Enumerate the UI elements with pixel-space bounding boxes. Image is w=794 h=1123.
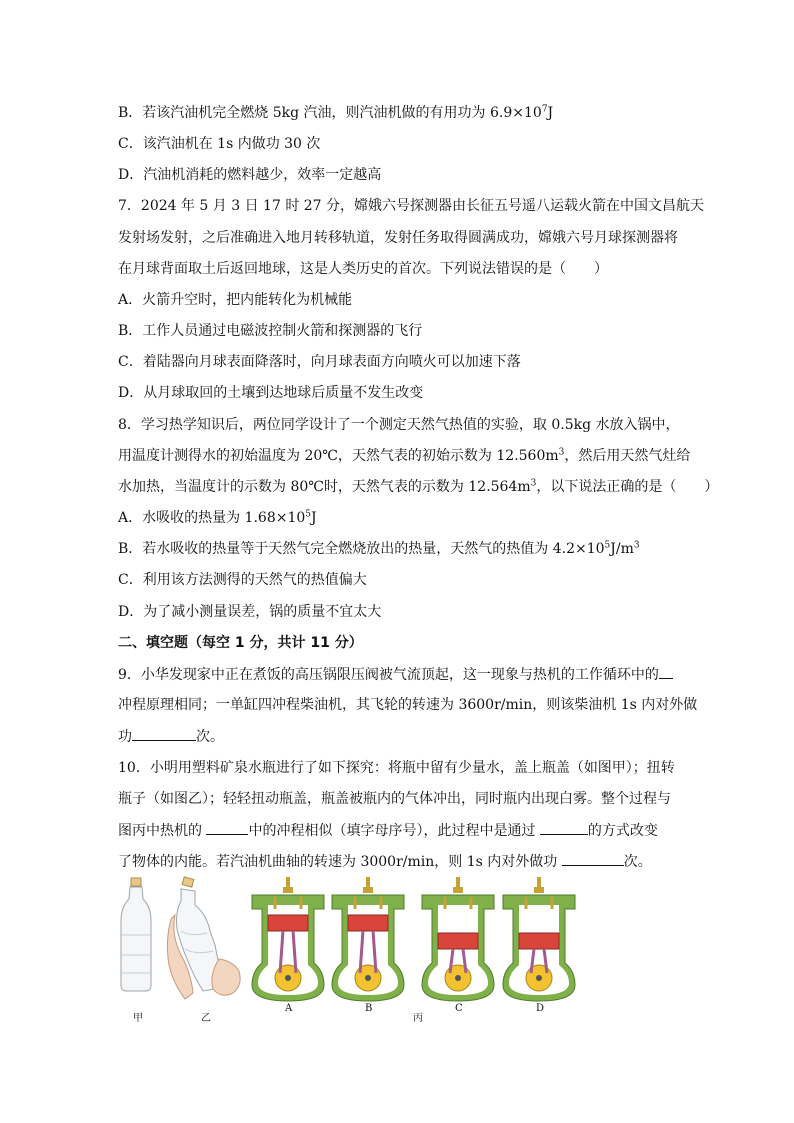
engine-label-d: D: [536, 1003, 545, 1014]
engine-b-icon: [332, 877, 404, 1001]
q8-line3-tail: ，以下说法正确的是（ ）: [536, 479, 719, 495]
engine-label-c: C: [455, 1003, 463, 1014]
q8-line2-text: 用温度计测得水的初始温度为 20℃，天然气表的初始示数为 12.560m: [118, 448, 559, 464]
q6b-exponent: 7: [541, 104, 548, 115]
twisted-bottle-yi-icon: [167, 877, 240, 999]
q8b-text: B．若水吸收的热量等于天然气完全燃烧放出的热量，天然气的热值为 4.2×10: [118, 541, 605, 557]
q9-line3-text: 功: [118, 729, 132, 745]
q7-stem-line3: 在月球背面取土后返回地球，这是人类历史的首次。下列说法错误的是（ ）: [118, 261, 608, 277]
q9-stem-line2: 冲程原理相同；一单缸四冲程柴油机，其飞轮的转速为 3600r/min，则该柴油机 1s 内对外做: [118, 697, 698, 713]
q7-stem-line1: 7．2024 年 5 月 3 日 17 时 27 分，嫦娥六号探测器由长征五号遥八运载火箭在中国文昌航天: [118, 198, 705, 214]
q10-blank-2[interactable]: [540, 820, 588, 835]
q8a-unit: J: [311, 510, 317, 526]
engine-d-icon: [503, 877, 575, 1001]
q8a-text: A．水吸收的热量为 1.68×10: [118, 510, 306, 526]
q7-stem-line2: 发射场发射，之后准确进入地月转移轨道，发射任务取得圆满成功，嫦娥六号月球探测器将: [118, 230, 678, 246]
q6b-unit: J: [547, 105, 554, 121]
q10-stem-line1: 10．小明用塑料矿泉水瓶进行了如下探究：将瓶中留有少量水，盖上瓶盖（如图甲）；扭转: [118, 760, 675, 776]
q8b-exponent1: 5: [604, 540, 611, 551]
q9-line3-tail: 次。: [196, 729, 224, 745]
q10-blank-1[interactable]: [206, 820, 248, 835]
q10-line4-tail: 次。: [623, 854, 652, 870]
q10-stem-line2: 瓶子（如图乙）；轻轻扭动瓶盖，瓶盖被瓶内的气体冲出，同时瓶内出现白雾。整个过程与: [118, 791, 671, 807]
q8-stem-line3: [118, 477, 718, 497]
q9-blank-1[interactable]: [659, 664, 673, 679]
q7-option-d: D．从月球取回的土壤到达地球后质量不发生改变: [118, 385, 424, 401]
q8-line3-exponent: 3: [530, 478, 537, 489]
q7-option-b: B．工作人员通过电磁波控制火箭和探测器的飞行: [118, 323, 423, 339]
q8-option-b: [118, 539, 640, 559]
engine-label-b: B: [365, 1003, 373, 1014]
q8-option-a: [118, 508, 317, 528]
q9-stem-line3: [118, 726, 224, 747]
q10-stem-line3: [118, 820, 658, 841]
q10-line3-tail: 的方式改变: [587, 823, 658, 839]
engine-c-icon: [422, 877, 494, 1001]
figure-label-yi: 乙: [201, 1013, 211, 1024]
q9-line1-text: 9．小华发现家中正在煮饭的高压锅限压阀被气流顶起，这一现象与热机的工作循环中的: [118, 667, 659, 683]
engines-group-bing: [252, 877, 575, 1001]
q9-stem-line1: [118, 664, 673, 685]
q10-line4-text: 了物体的内能。若汽油机曲轴的转速为 3000r/min，则 1s 内对外做功: [118, 854, 562, 870]
q6-option-b: [118, 103, 553, 123]
q8-option-c: C．利用该方法测得的天然气的热值偏大: [118, 572, 367, 588]
q8-stem-line1: 8．学习热学知识后，两位同学设计了一个测定天然气热值的实验，取 0.5kg 水放入锅中，: [118, 417, 680, 433]
figure-drawing: [115, 875, 585, 1025]
q8b-unit: J/m: [610, 541, 634, 557]
section-heading-fill-blank: 二、填空题（每空 1 分，共计 11 分）: [118, 635, 363, 651]
bottle-jia-icon: [121, 878, 151, 991]
q9-blank-2[interactable]: [132, 726, 196, 741]
q6-option-d: D．汽油机消耗的燃料越少，效率一定越高: [118, 167, 382, 183]
q8b-exponent2: 3: [633, 540, 640, 551]
q10-blank-3[interactable]: [562, 851, 624, 866]
q6-option-c: C．该汽油机在 1s 内做功 30 次: [118, 136, 321, 152]
q8-line2-tail: ，然后用天然气灶给: [564, 448, 691, 464]
figure-label-bing: 丙: [413, 1013, 423, 1024]
engine-label-a: A: [285, 1003, 293, 1014]
q6b-text: B．若该汽油机完全燃烧 5kg 汽油，则汽油机做的有用功为 6.9×10: [118, 105, 542, 121]
engine-a-icon: [252, 877, 324, 1001]
q10-line3-mid: 中的冲程相似（填字母序号），此过程中是通过: [248, 823, 540, 839]
q10-stem-line4: [118, 851, 652, 872]
q7-option-a: A．火箭升空时，把内能转化为机械能: [118, 292, 353, 308]
q8-line2-exponent: 3: [558, 447, 565, 458]
q8-line3-text: 水加热，当温度计的示数为 80℃时，天然气表的示数为 12.564m: [118, 479, 531, 495]
q10-line3-text: 图丙中热机的: [118, 823, 207, 839]
q8-stem-line2: [118, 446, 690, 466]
q8a-exponent: 5: [305, 509, 312, 520]
experiment-figure: [115, 875, 585, 1025]
q7-option-c: C．着陆器向月球表面降落时，向月球表面方向喷火可以加速下落: [118, 354, 521, 370]
figure-label-jia: 甲: [133, 1013, 143, 1024]
q8-option-d: D．为了减小测量误差，锅的质量不宜太大: [118, 604, 382, 620]
